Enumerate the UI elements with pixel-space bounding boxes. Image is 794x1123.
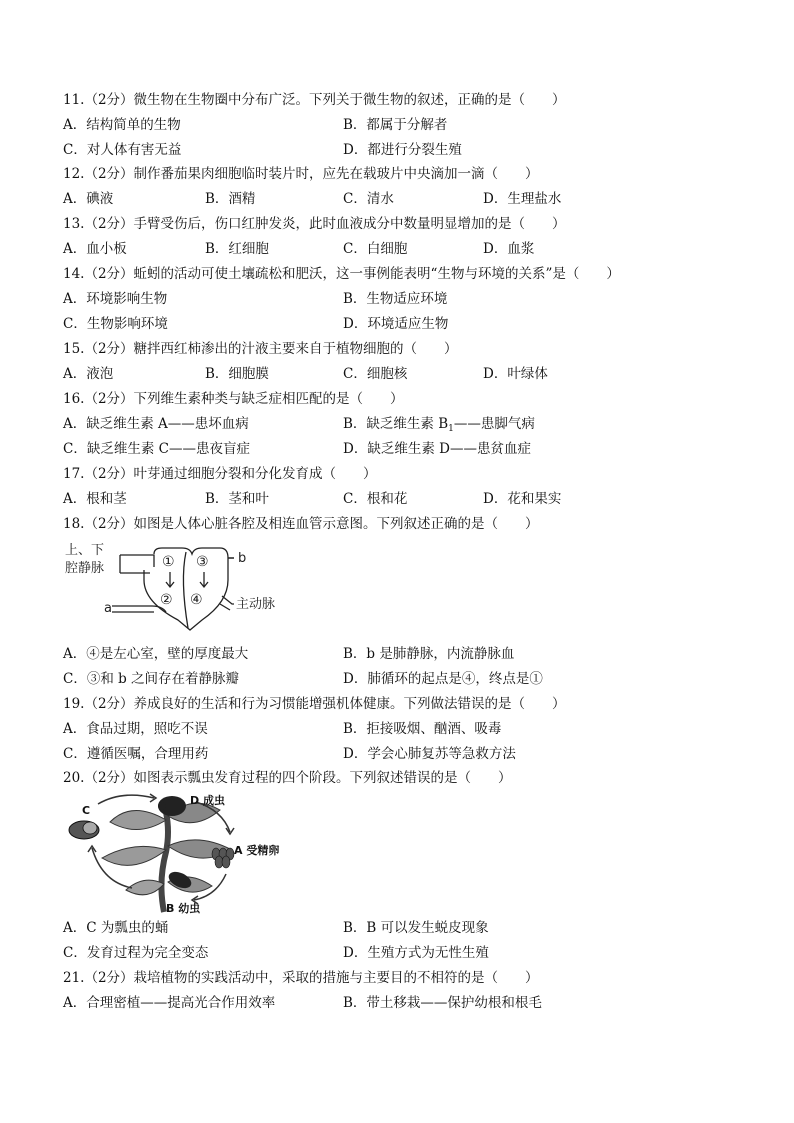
question-14-stem: 14.（2分）蚯蚓的活动可使土壤疏松和肥沃，这一事例能表明“生物与环境的关系”是（ ） [63,266,620,282]
vena-cava-label-line1: 上、下 [65,543,105,558]
q13-option-d: D．血浆 [483,241,535,257]
q11-option-c: C．对人体有害无益 [63,142,182,158]
q19-option-c: C．遵循医嘱，合理用药 [63,746,209,762]
q20-option-a: A．C 为瓢虫的蛹 [63,920,169,936]
q15-option-d: D．叶绿体 [483,366,548,382]
question-20-stem: 20.（2分）如图表示瓢虫发育过程的四个阶段。下列叙述错误的是（ ） [63,770,512,786]
chamber-3-label: ③ [196,554,209,570]
vena-cava-label-line2: 腔静脉 [65,561,105,576]
q14-option-c: C．生物影响环境 [63,316,168,332]
vessel-b-label: b [238,551,247,566]
question-16-stem: 16.（2分）下列维生素种类与缺乏症相匹配的是（ ） [63,391,404,407]
q19-option-d: D．学会心肺复苏等急救方法 [343,746,516,762]
question-11-stem: 11.（2分）微生物在生物圈中分布广泛。下列关于微生物的叙述，正确的是（ ） [63,92,566,108]
q20-option-d: D．生殖方式为无性生殖 [343,945,489,961]
q16-option-b [343,414,535,434]
aorta-label: 主动脉 [236,597,276,612]
q14-option-d: D．环境适应生物 [343,316,449,332]
chamber-1-label: ① [162,554,175,570]
question-15-stem: 15.（2分）糖拌西红柿渗出的汁液主要来自于植物细胞的（ ） [63,341,458,357]
q17-option-b: B．茎和叶 [205,491,269,507]
q19-option-b: B．拒接吸烟、酗酒、吸毒 [343,721,502,737]
q14-option-a: A．环境影响生物 [63,291,168,307]
q15-option-c: C．细胞核 [343,366,408,382]
q17-option-c: C．根和花 [343,491,408,507]
stage-d-label: D 成虫 [190,794,225,807]
q21-option-a: A．合理密植——提高光合作用效率 [63,995,276,1011]
ladybug-lifecycle-figure [62,792,292,914]
question-18-stem: 18.（2分）如图是人体心脏各腔及相连血管示意图。下列叙述正确的是（ ） [63,516,539,532]
chamber-4-label: ④ [190,592,203,608]
question-19-stem: 19.（2分）养成良好的生活和行为习惯能增强机体健康。下列做法错误的是（ ） [63,696,566,712]
q11-option-d: D．都进行分裂生殖 [343,142,462,158]
q12-option-a: A．碘液 [63,191,114,207]
chamber-2-label: ② [160,592,173,608]
q19-option-a: A．食品过期，照吃不误 [63,721,208,737]
q13-option-a: A．血小板 [63,241,127,257]
q20-option-b: B．B 可以发生蜕皮现象 [343,920,489,936]
q18-option-d: D．肺循环的起点是④，终点是① [343,671,543,687]
q12-option-c: C．清水 [343,191,394,207]
q16-option-d: D．缺乏维生素 D——患贫血症 [343,441,531,457]
q16-option-a: A．缺乏维生素 A——患坏血病 [63,416,249,432]
q12-option-d: D．生理盐水 [483,191,562,207]
q15-option-a: A．液泡 [63,366,114,382]
q16-option-b-subscript: 1 [448,424,454,434]
question-17-stem: 17.（2分）叶芽通过细胞分裂和分化发育成（ ） [63,466,377,482]
stage-a-label: A 受精卵 [234,844,280,857]
q17-option-a: A．根和茎 [63,491,127,507]
q13-option-c: C．白细胞 [343,241,408,257]
q20-option-c: C．发育过程为完全变态 [63,945,209,961]
q16-option-c: C．缺乏维生素 C——患夜盲症 [63,441,250,457]
q21-option-b: B．带土移栽——保护幼根和根毛 [343,995,542,1011]
question-13-stem: 13.（2分）手臂受伤后，伤口红肿发炎，此时血液成分中数量明显增加的是（ ） [63,216,566,232]
vessel-a-label: a [104,601,112,616]
question-21-stem: 21.（2分）栽培植物的实践活动中，采取的措施与主要目的不相符的是（ ） [63,970,539,986]
q17-option-d: D．花和果实 [483,491,562,507]
q12-option-b: B．酒精 [205,191,256,207]
q13-option-b: B．红细胞 [205,241,269,257]
stage-c-label: C [82,804,91,817]
question-12-stem: 12.（2分）制作番茄果肉细胞临时装片时，应先在载玻片中央滴加一滴（ ） [63,166,539,182]
q16-option-b-text: B．缺乏维生素 B [343,416,449,432]
q15-option-b: B．细胞膜 [205,366,269,382]
q18-option-a: A．④是左心室，壁的厚度最大 [63,646,249,662]
q14-option-b: B．生物适应环境 [343,291,448,307]
stage-b-label: B 幼虫 [166,902,201,914]
q11-option-a: A．结构简单的生物 [63,117,181,133]
q11-option-b: B．都属于分解者 [343,117,448,133]
q18-option-c: C．③和 b 之间存在着静脉瓣 [63,671,240,687]
heart-diagram [62,540,302,640]
q16-option-b-tail: ——患脚气病 [453,416,535,432]
q18-option-b: B．b 是肺静脉，内流静脉血 [343,646,515,662]
